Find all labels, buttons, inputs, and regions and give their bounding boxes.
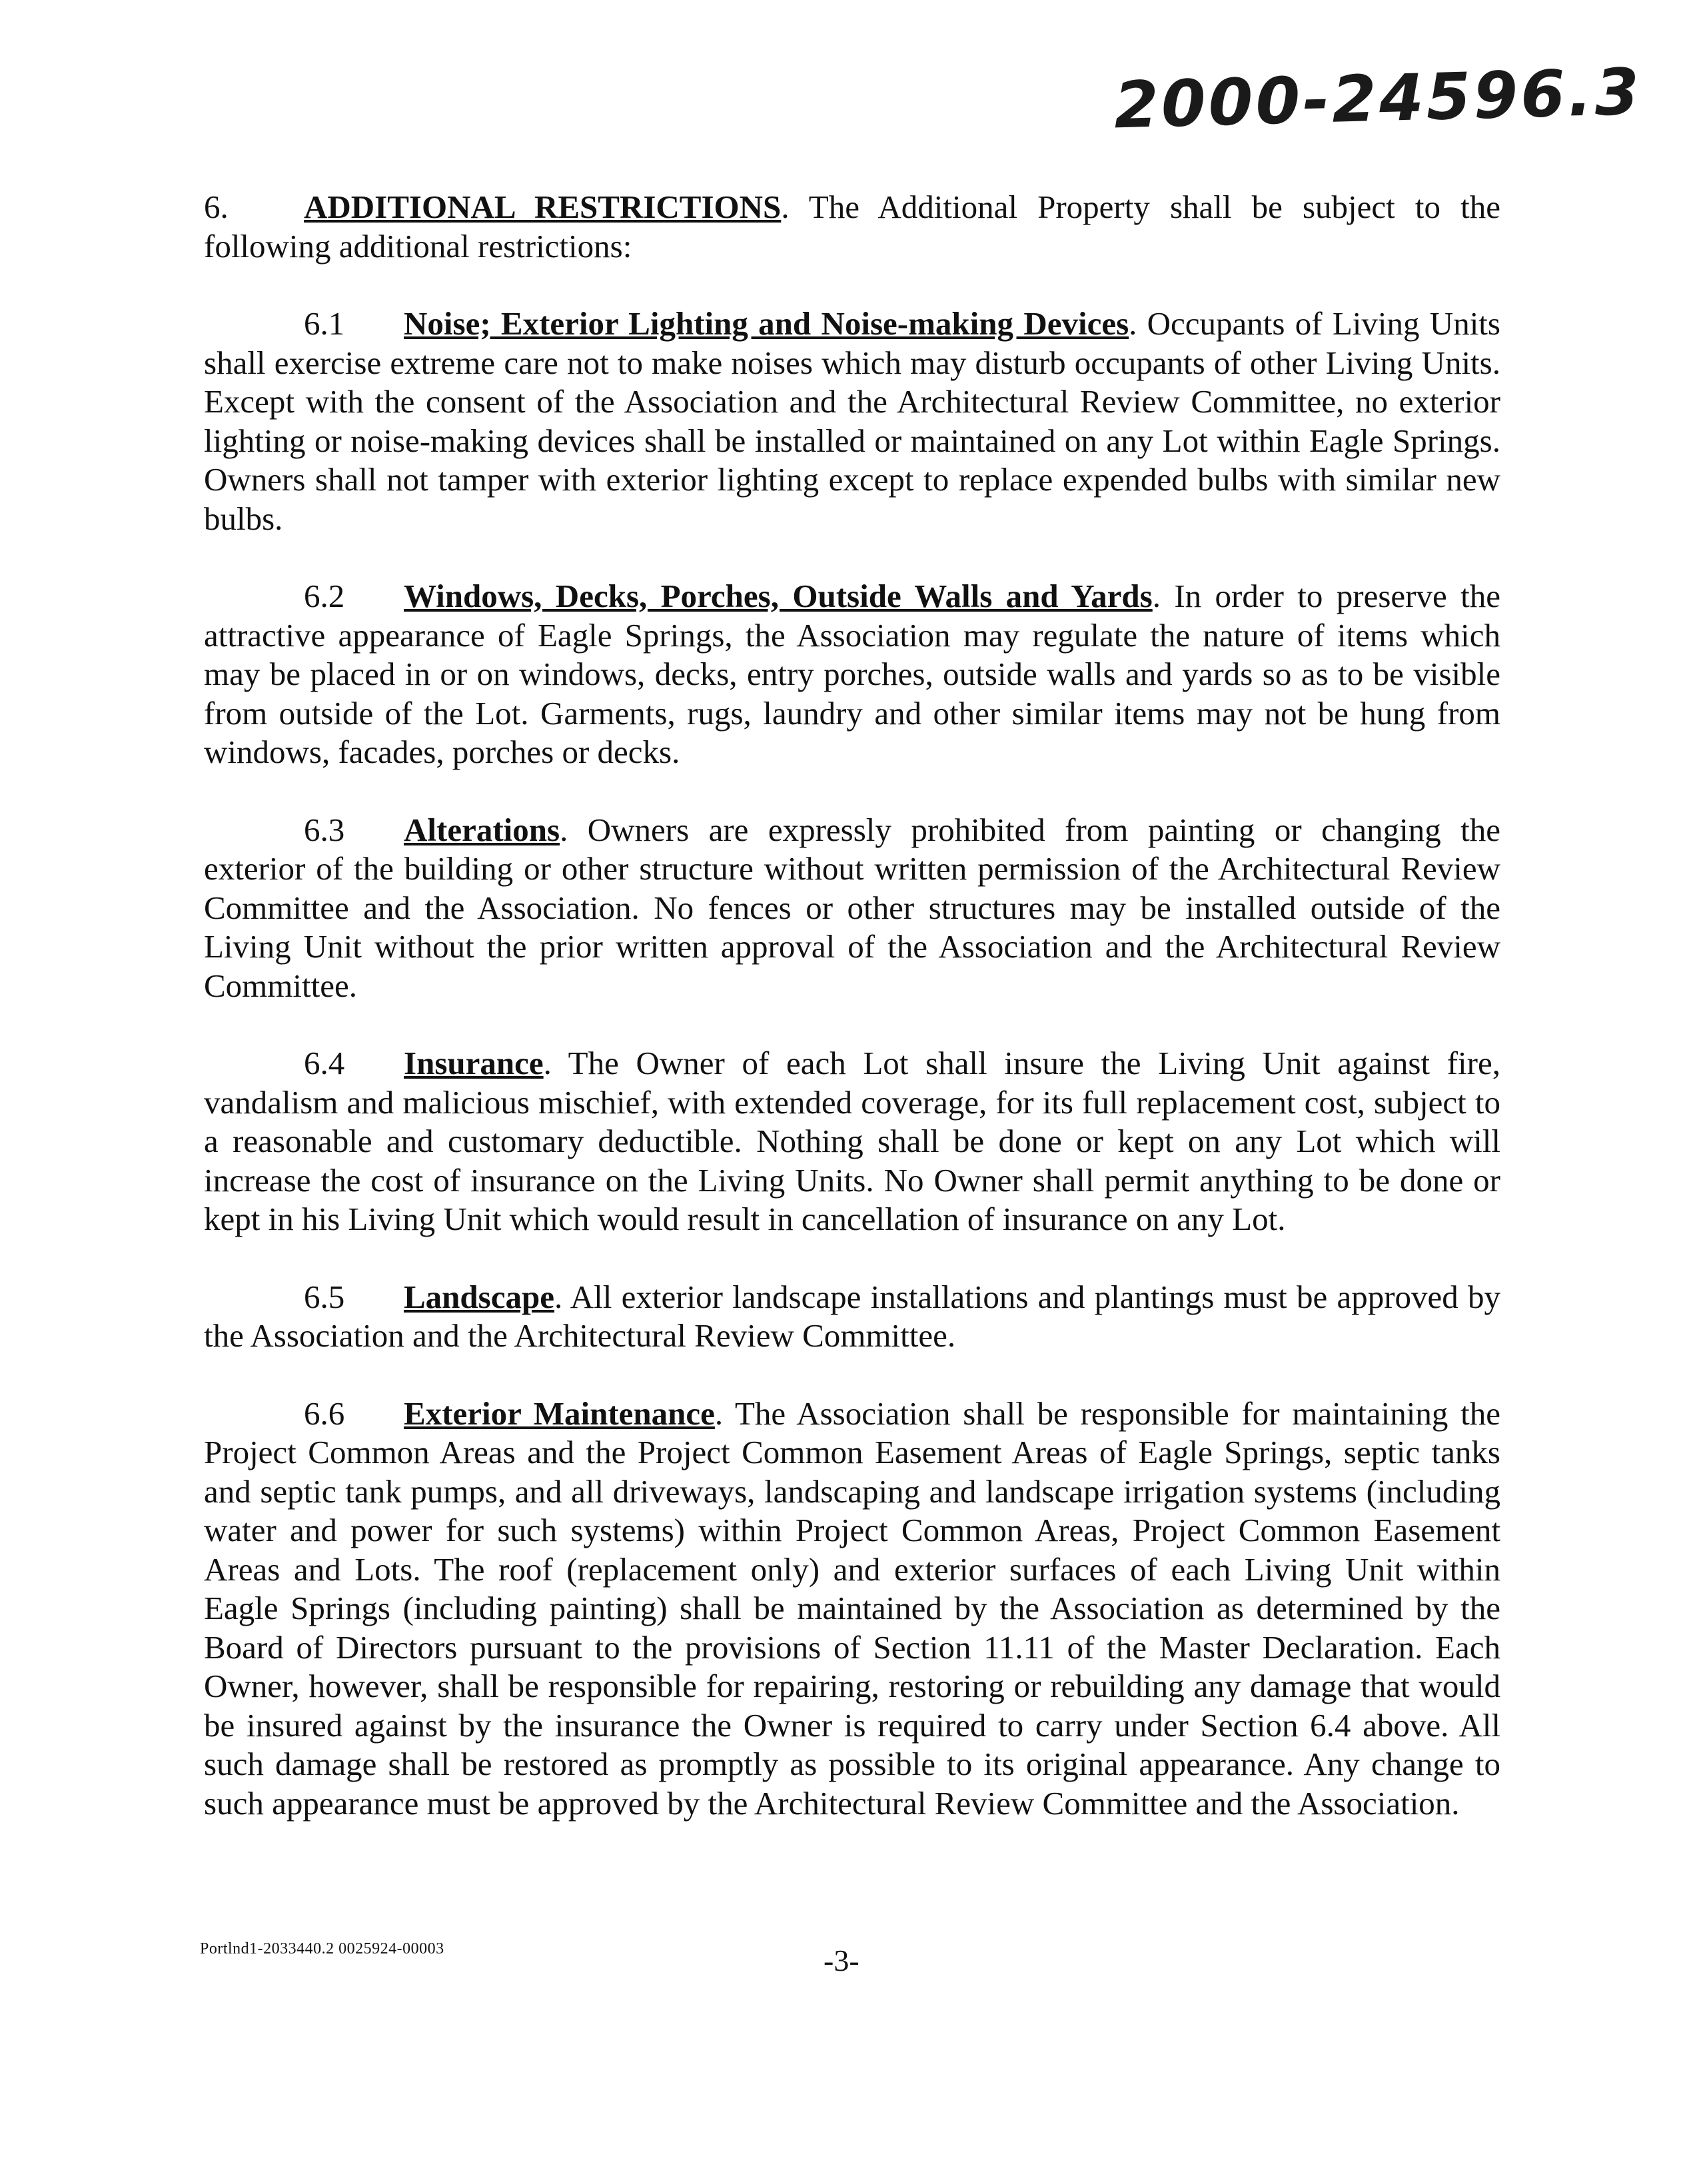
footer-document-id: Portlnd1-2033440.2 0025924-00003	[200, 1940, 444, 1957]
subsection-text: . The Owner of each Lot shall insure the Living Unit against fire, vandalism and malicious mischief, with extended coverage, for its full replacement cost, subject to a reasonable and customary deductible. Nothing shall be done or kept on any Lot which will increase the cost of insurance on the Living Units. No Owner shall permit anything to be done or kept in his Living Unit which would result in cancellation of insurance on any Lot.	[204, 1045, 1500, 1237]
subsection-number: 6.1	[304, 305, 345, 342]
document-body	[204, 188, 1500, 1862]
subsection-heading: Windows, Decks, Porches, Outside Walls and Yards	[404, 578, 1153, 614]
handwritten-recording-number: 2000-24596.3	[1113, 54, 1643, 143]
subsection-number: 6.4	[304, 1045, 345, 1081]
subsection-6-4	[204, 1044, 1500, 1239]
subsection-6-3	[204, 811, 1500, 1006]
subsection-text: . Owners are expressly prohibited from painting or changing the exterior of the building or other structure without written permission of the Architectural Review Committee and the Association. No fences or other structures may be installed outside of the Living Unit without the prior written approval of the Association and the Architectural Review Committee.	[204, 811, 1500, 1004]
section-number: 6.	[204, 189, 229, 225]
section-text: . The Additional Property shall be subject to the following additional restrictions:	[204, 189, 1500, 265]
subsection-number: 6.2	[304, 578, 345, 614]
subsection-heading: Landscape	[404, 1278, 555, 1315]
subsection-6-1	[204, 304, 1500, 538]
subsection-number: 6.6	[304, 1394, 345, 1432]
subsection-text: . In order to preserve the attractive appearance of Eagle Springs, the Association may regulate the nature of items which may be placed in or on windows, decks, entry porches, outside walls and yards so as to be visible from outside of the Lot. Garments, rugs, laundry and other similar items may not be hung from windows, facades, porches or decks.	[204, 578, 1500, 770]
section-6	[204, 188, 1500, 266]
subsection-text: . The Association shall be responsible for maintaining the Project Common Areas and the Project Common Easement Areas of Eagle Springs, septic tanks and septic tank pumps, and all driveways, landscaping and landscape irrigation systems (including water and power for such systems) within Project Common Areas, Project Common Easement Areas and Lots. The roof (replacement only) and exterior surfaces of each Living Unit within Eagle Springs (including painting) shall be maintained by the Association as determined by the Board of Directors pursuant to the provisions of Section 11.11 of the Master Declaration. Each Owner, however, shall be responsible for repairing, restoring or rebuilding any damage that would be insured against by the insurance the Owner is required to carry under Section 6.4 above. All such damage shall be restored as promptly as possible to its original appearance. Any change to such appearance must be approved by the Architectural Review Committee and the Association.	[204, 1394, 1500, 1822]
subsection-text: . All exterior landscape installations and plantings must be approved by the Association and the Architectural Review Committee.	[204, 1278, 1500, 1354]
subsection-number: 6.5	[304, 1278, 345, 1315]
section-heading: ADDITIONAL RESTRICTIONS	[304, 189, 782, 225]
subsection-number: 6.3	[304, 811, 345, 848]
subsection-6-5	[204, 1278, 1500, 1356]
subsection-heading: Alterations	[404, 811, 560, 848]
subsection-6-2	[204, 577, 1500, 772]
subsection-text: . Occupants of Living Units shall exercise extreme care not to make noises which may disturb occupants of other Living Units. Except with the consent of the Association and the Architectural Review Committee, no exterior lighting or noise-making devices shall be installed or maintained on any Lot within Eagle Springs. Owners shall not tamper with exterior lighting except to replace expended bulbs with similar new bulbs.	[204, 305, 1500, 537]
subsection-heading: Noise; Exterior Lighting and Noise-making Devices	[404, 305, 1129, 342]
subsection-heading: Insurance	[404, 1045, 544, 1081]
subsection-6-6	[204, 1394, 1500, 1824]
subsection-heading: Exterior Maintenance	[404, 1394, 715, 1432]
footer-page-number: -3-	[824, 1943, 859, 1977]
